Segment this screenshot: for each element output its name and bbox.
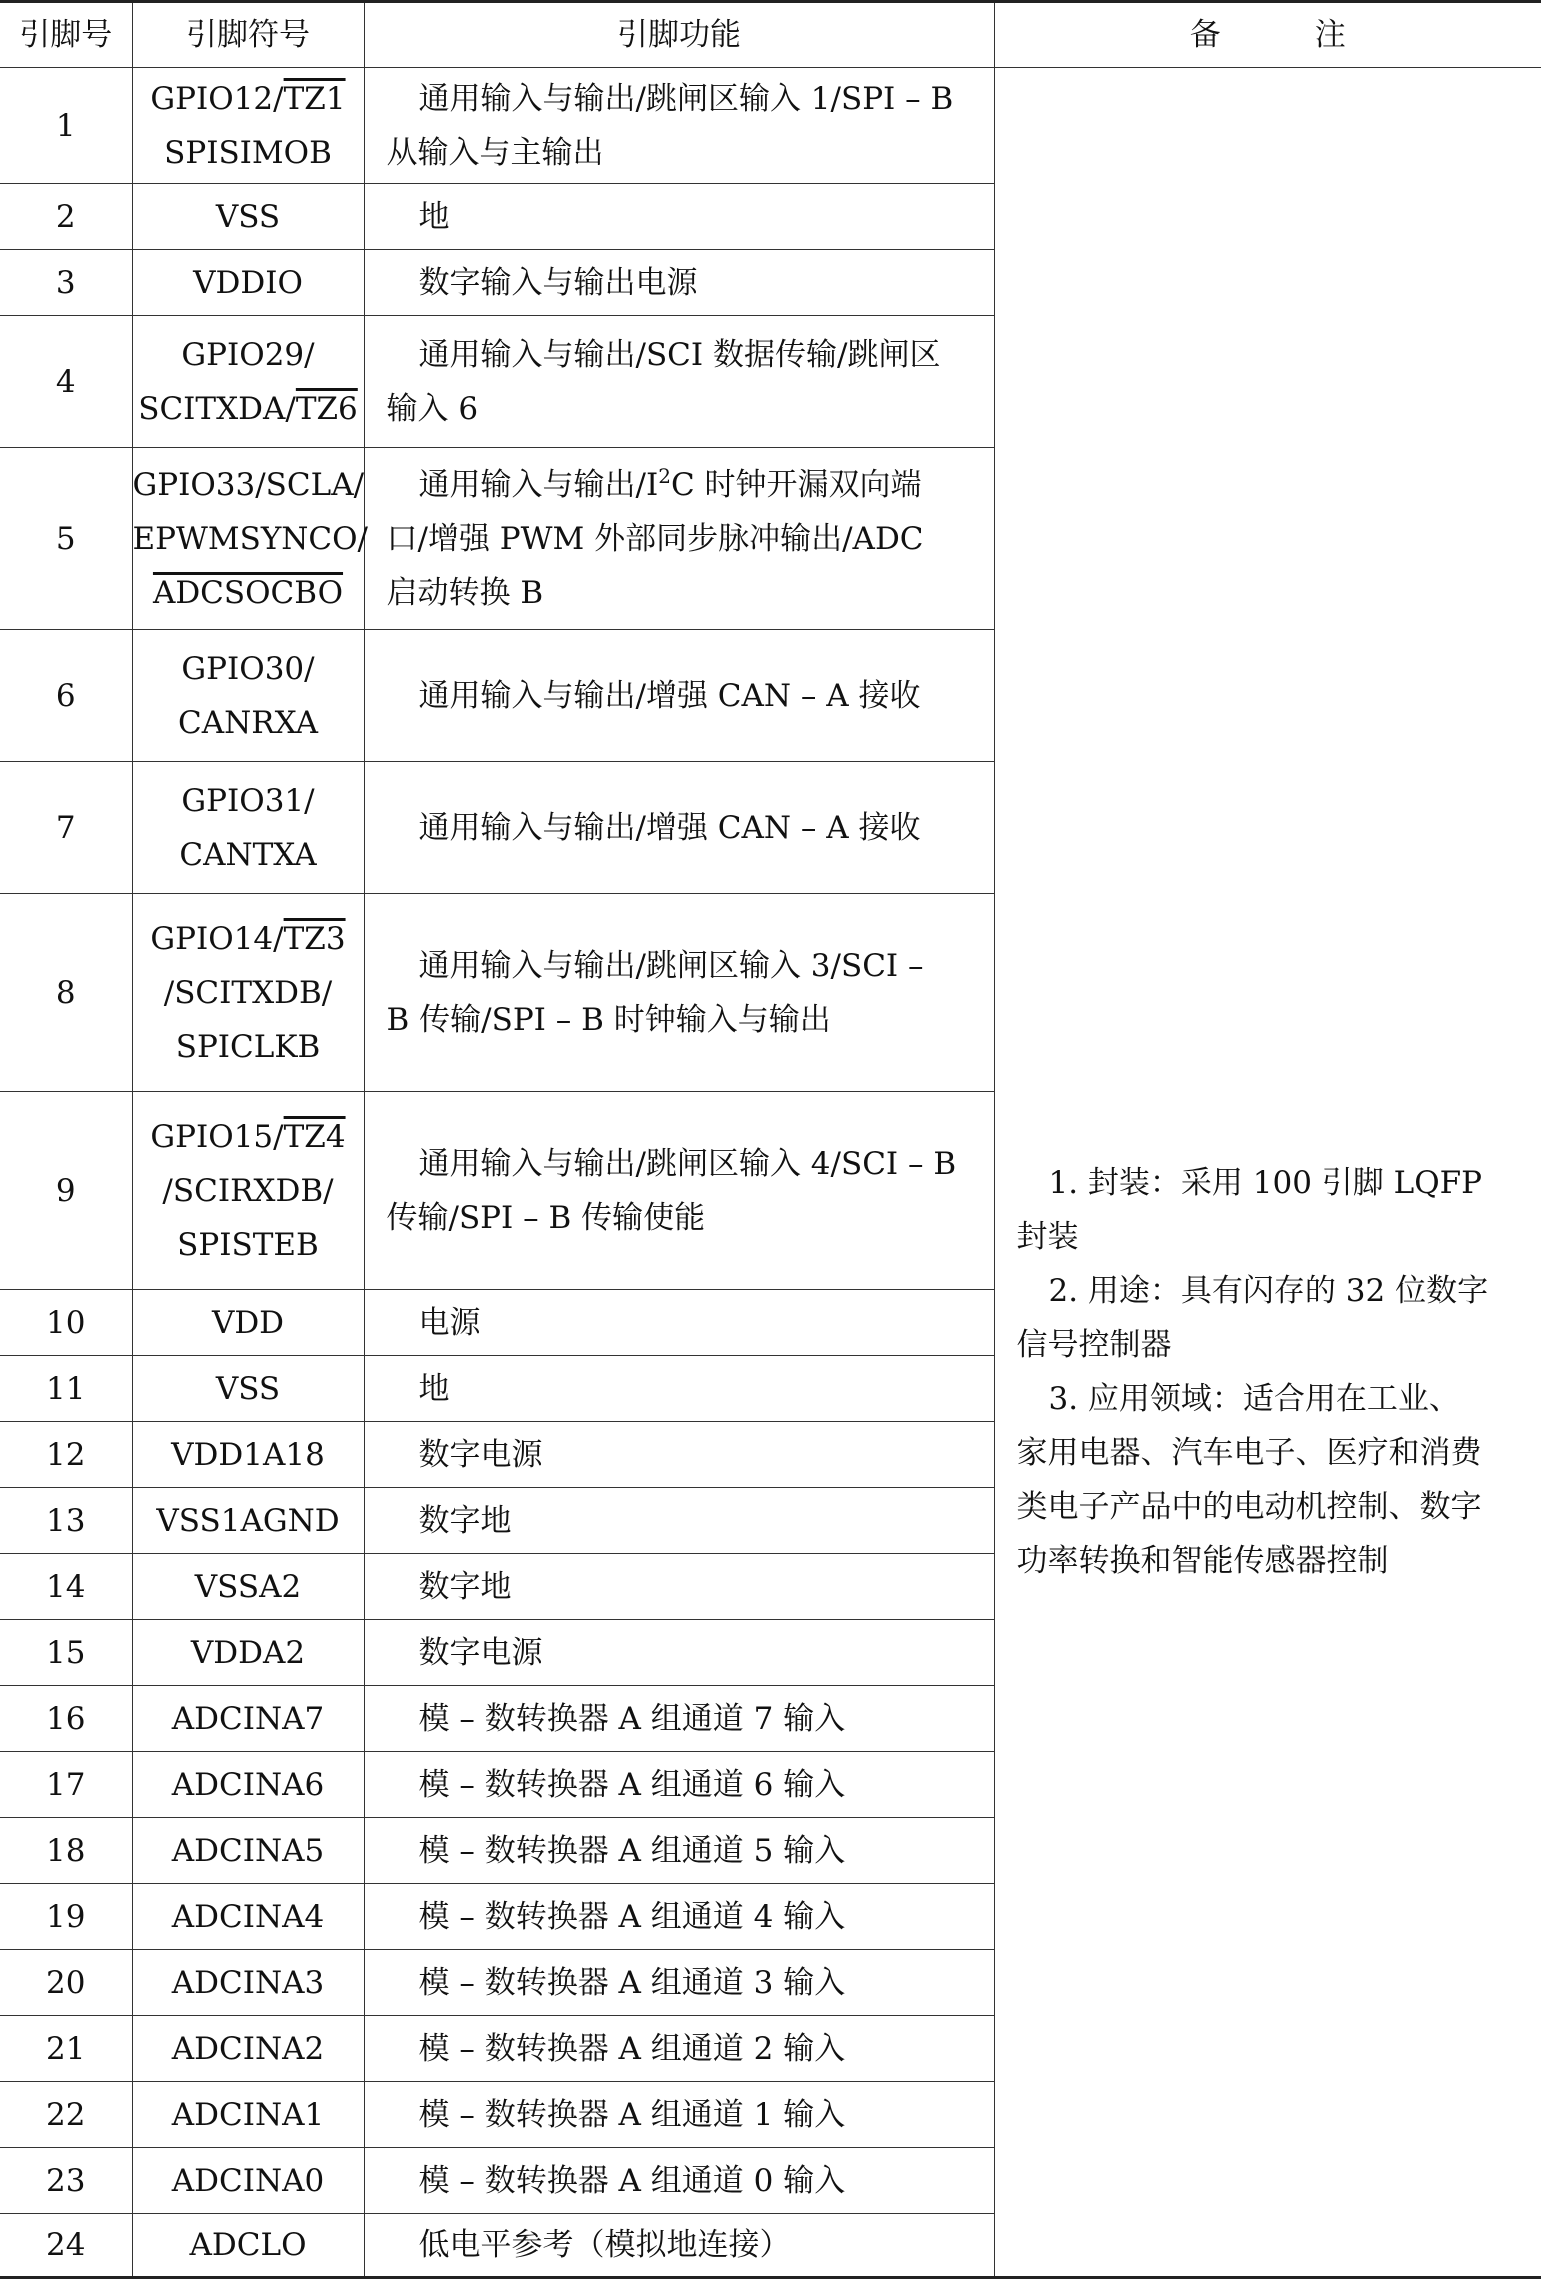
pin-function: 模 – 数转换器 A 组通道 2 输入 <box>364 2016 994 2082</box>
pin-function: 通用输入与输出/跳闸区输入 1/SPI – B 从输入与主输出 <box>364 68 994 184</box>
pin-number: 14 <box>0 1554 132 1620</box>
pin-function: 数字地 <box>364 1488 994 1554</box>
header-row <box>0 2 1541 68</box>
table-row <box>0 68 1541 184</box>
pin-number: 5 <box>0 448 132 630</box>
remark-cell: 1. 封装：采用 100 引脚 LQFP 封装 2. 用途：具有闪存的 32 位数字 信号控制器 3. 应用领域：适合用在工业、 家用电器、汽车电子、医疗和消费 类电子产品中的电动机控制、数字 功率转换和智能传感器控制 <box>994 68 1541 2278</box>
pin-function: 模 – 数转换器 A 组通道 7 输入 <box>364 1686 994 1752</box>
pin-function: 模 – 数转换器 A 组通道 6 输入 <box>364 1752 994 1818</box>
pin-symbol: VDDIO <box>132 250 364 316</box>
pin-symbol: VSS <box>132 1356 364 1422</box>
pin-symbol: ADCINA2 <box>132 2016 364 2082</box>
pin-number: 4 <box>0 316 132 448</box>
pin-symbol: ADCINA0 <box>132 2148 364 2214</box>
pin-symbol: GPIO29/ SCITXDA/TZ6 <box>132 316 364 448</box>
pin-symbol: VDD <box>132 1290 364 1356</box>
pin-number: 6 <box>0 630 132 762</box>
pin-symbol: GPIO30/ CANRXA <box>132 630 364 762</box>
pin-function: 电源 <box>364 1290 994 1356</box>
pin-symbol: VDD1A18 <box>132 1422 364 1488</box>
pin-symbol: VSSA2 <box>132 1554 364 1620</box>
pin-function: 模 – 数转换器 A 组通道 5 输入 <box>364 1818 994 1884</box>
pin-number: 12 <box>0 1422 132 1488</box>
header-pin-number: 引脚号 <box>0 2 132 68</box>
pin-function: 数字电源 <box>364 1422 994 1488</box>
pin-symbol: GPIO14/TZ3 /SCITXDB/ SPICLKB <box>132 894 364 1092</box>
pin-number: 9 <box>0 1092 132 1290</box>
pin-number: 8 <box>0 894 132 1092</box>
pin-number: 2 <box>0 184 132 250</box>
pin-symbol: GPIO12/TZ1 SPISIMOB <box>132 68 364 184</box>
pin-symbol: VSS1AGND <box>132 1488 364 1554</box>
pin-number: 23 <box>0 2148 132 2214</box>
pin-symbol: VSS <box>132 184 364 250</box>
pin-number: 15 <box>0 1620 132 1686</box>
pin-symbol: ADCINA4 <box>132 1884 364 1950</box>
pin-number: 17 <box>0 1752 132 1818</box>
pin-number: 21 <box>0 2016 132 2082</box>
pin-function: 数字输入与输出电源 <box>364 250 994 316</box>
pin-number: 24 <box>0 2214 132 2278</box>
pin-number: 13 <box>0 1488 132 1554</box>
pin-number: 11 <box>0 1356 132 1422</box>
header-pin-symbol: 引脚符号 <box>132 2 364 68</box>
pin-number: 22 <box>0 2082 132 2148</box>
pin-function: 通用输入与输出/增强 CAN – A 接收 <box>364 630 994 762</box>
pin-symbol: ADCINA7 <box>132 1686 364 1752</box>
pin-function: 低电平参考（模拟地连接） <box>364 2214 994 2278</box>
pin-function: 数字地 <box>364 1554 994 1620</box>
pin-symbol: ADCINA1 <box>132 2082 364 2148</box>
pin-function: 模 – 数转换器 A 组通道 0 输入 <box>364 2148 994 2214</box>
pin-function: 数字电源 <box>364 1620 994 1686</box>
pin-symbol: ADCINA5 <box>132 1818 364 1884</box>
pin-number: 20 <box>0 1950 132 2016</box>
pin-function: 模 – 数转换器 A 组通道 4 输入 <box>364 1884 994 1950</box>
pin-function: 通用输入与输出/跳闸区输入 3/SCI – B 传输/SPI – B 时钟输入与输出 <box>364 894 994 1092</box>
pin-symbol: ADCINA3 <box>132 1950 364 2016</box>
pin-function: 通用输入与输出$/I^2C$ 时钟开漏双向端 口/增强 PWM 外部同步脉冲输出/ADC 启动转换 B <box>364 448 994 630</box>
pin-function: 通用输入与输出/增强 CAN – A 接收 <box>364 762 994 894</box>
pin-number: 7 <box>0 762 132 894</box>
header-pin-function: 引脚功能 <box>364 2 994 68</box>
pin-number: 16 <box>0 1686 132 1752</box>
pin-symbol: GPIO33/SCLA/ EPWMSYNCO/ ADCSOCBO <box>132 448 364 630</box>
pin-number: 1 <box>0 68 132 184</box>
header-remark: 备 注 <box>994 2 1541 68</box>
pin-function: 地 <box>364 1356 994 1422</box>
pin-number: 18 <box>0 1818 132 1884</box>
pin-symbol: VDDA2 <box>132 1620 364 1686</box>
pin-function: 模 – 数转换器 A 组通道 1 输入 <box>364 2082 994 2148</box>
pin-function: 地 <box>364 184 994 250</box>
pin-symbol: ADCLO <box>132 2214 364 2278</box>
pin-symbol: ADCINA6 <box>132 1752 364 1818</box>
pin-function: 模 – 数转换器 A 组通道 3 输入 <box>364 1950 994 2016</box>
pin-function: 通用输入与输出/跳闸区输入 4/SCI – B 传输/SPI – B 传输使能 <box>364 1092 994 1290</box>
pin-function: 通用输入与输出/SCI 数据传输/跳闸区 输入 6 <box>364 316 994 448</box>
pin-number: 10 <box>0 1290 132 1356</box>
pin-number: 3 <box>0 250 132 316</box>
pin-symbol: GPIO31/ CANTXA <box>132 762 364 894</box>
pin-number: 19 <box>0 1884 132 1950</box>
pin-symbol: GPIO15/TZ4 /SCIRXDB/ SPISTEB <box>132 1092 364 1290</box>
